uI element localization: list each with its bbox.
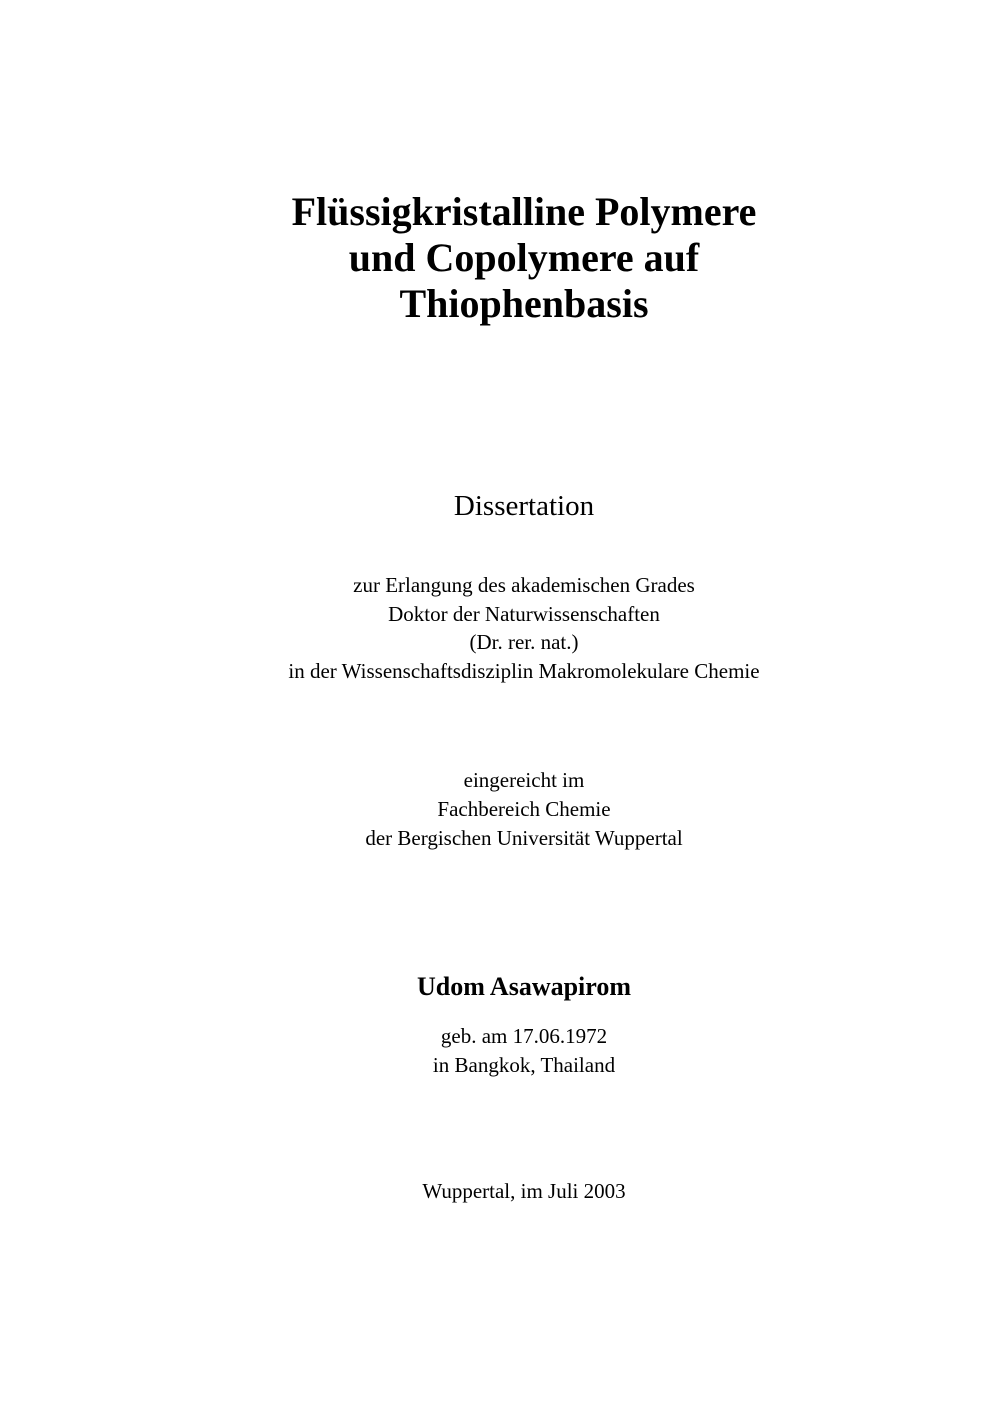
degree-line-3: (Dr. rer. nat.)	[469, 630, 579, 654]
submission-line-1: eingereicht im	[463, 768, 585, 792]
submission-line-2: Fachbereich Chemie	[437, 797, 611, 821]
thesis-title-line-3: Thiophenbasis	[399, 281, 649, 326]
submission-statement	[0, 766, 1000, 853]
submission-line-3: der Bergischen Universität Wuppertal	[365, 826, 683, 850]
degree-statement	[0, 571, 1000, 685]
place-and-date: Wuppertal, im Juli 2003	[422, 1179, 626, 1203]
birth-date-line: geb. am 17.06.1972	[440, 1024, 608, 1048]
degree-line-2: Doktor der Naturwissenschaften	[388, 601, 660, 626]
thesis-title	[0, 189, 1000, 327]
degree-line-4: in der Wissenschaftsdisziplin Makromolekulare Chemie	[288, 658, 760, 683]
document-type: Dissertation	[453, 490, 595, 522]
thesis-title-line-2: und Copolymere auf	[348, 235, 700, 280]
author-name: Udom Asawapirom	[416, 972, 632, 1001]
birth-place-line: in Bangkok, Thailand	[432, 1052, 616, 1077]
degree-line-1: zur Erlangung des akademischen Grades	[353, 573, 695, 597]
author-birth-info	[0, 1022, 1000, 1079]
thesis-title-line-1: Flüssigkristalline Polymere	[291, 189, 757, 234]
